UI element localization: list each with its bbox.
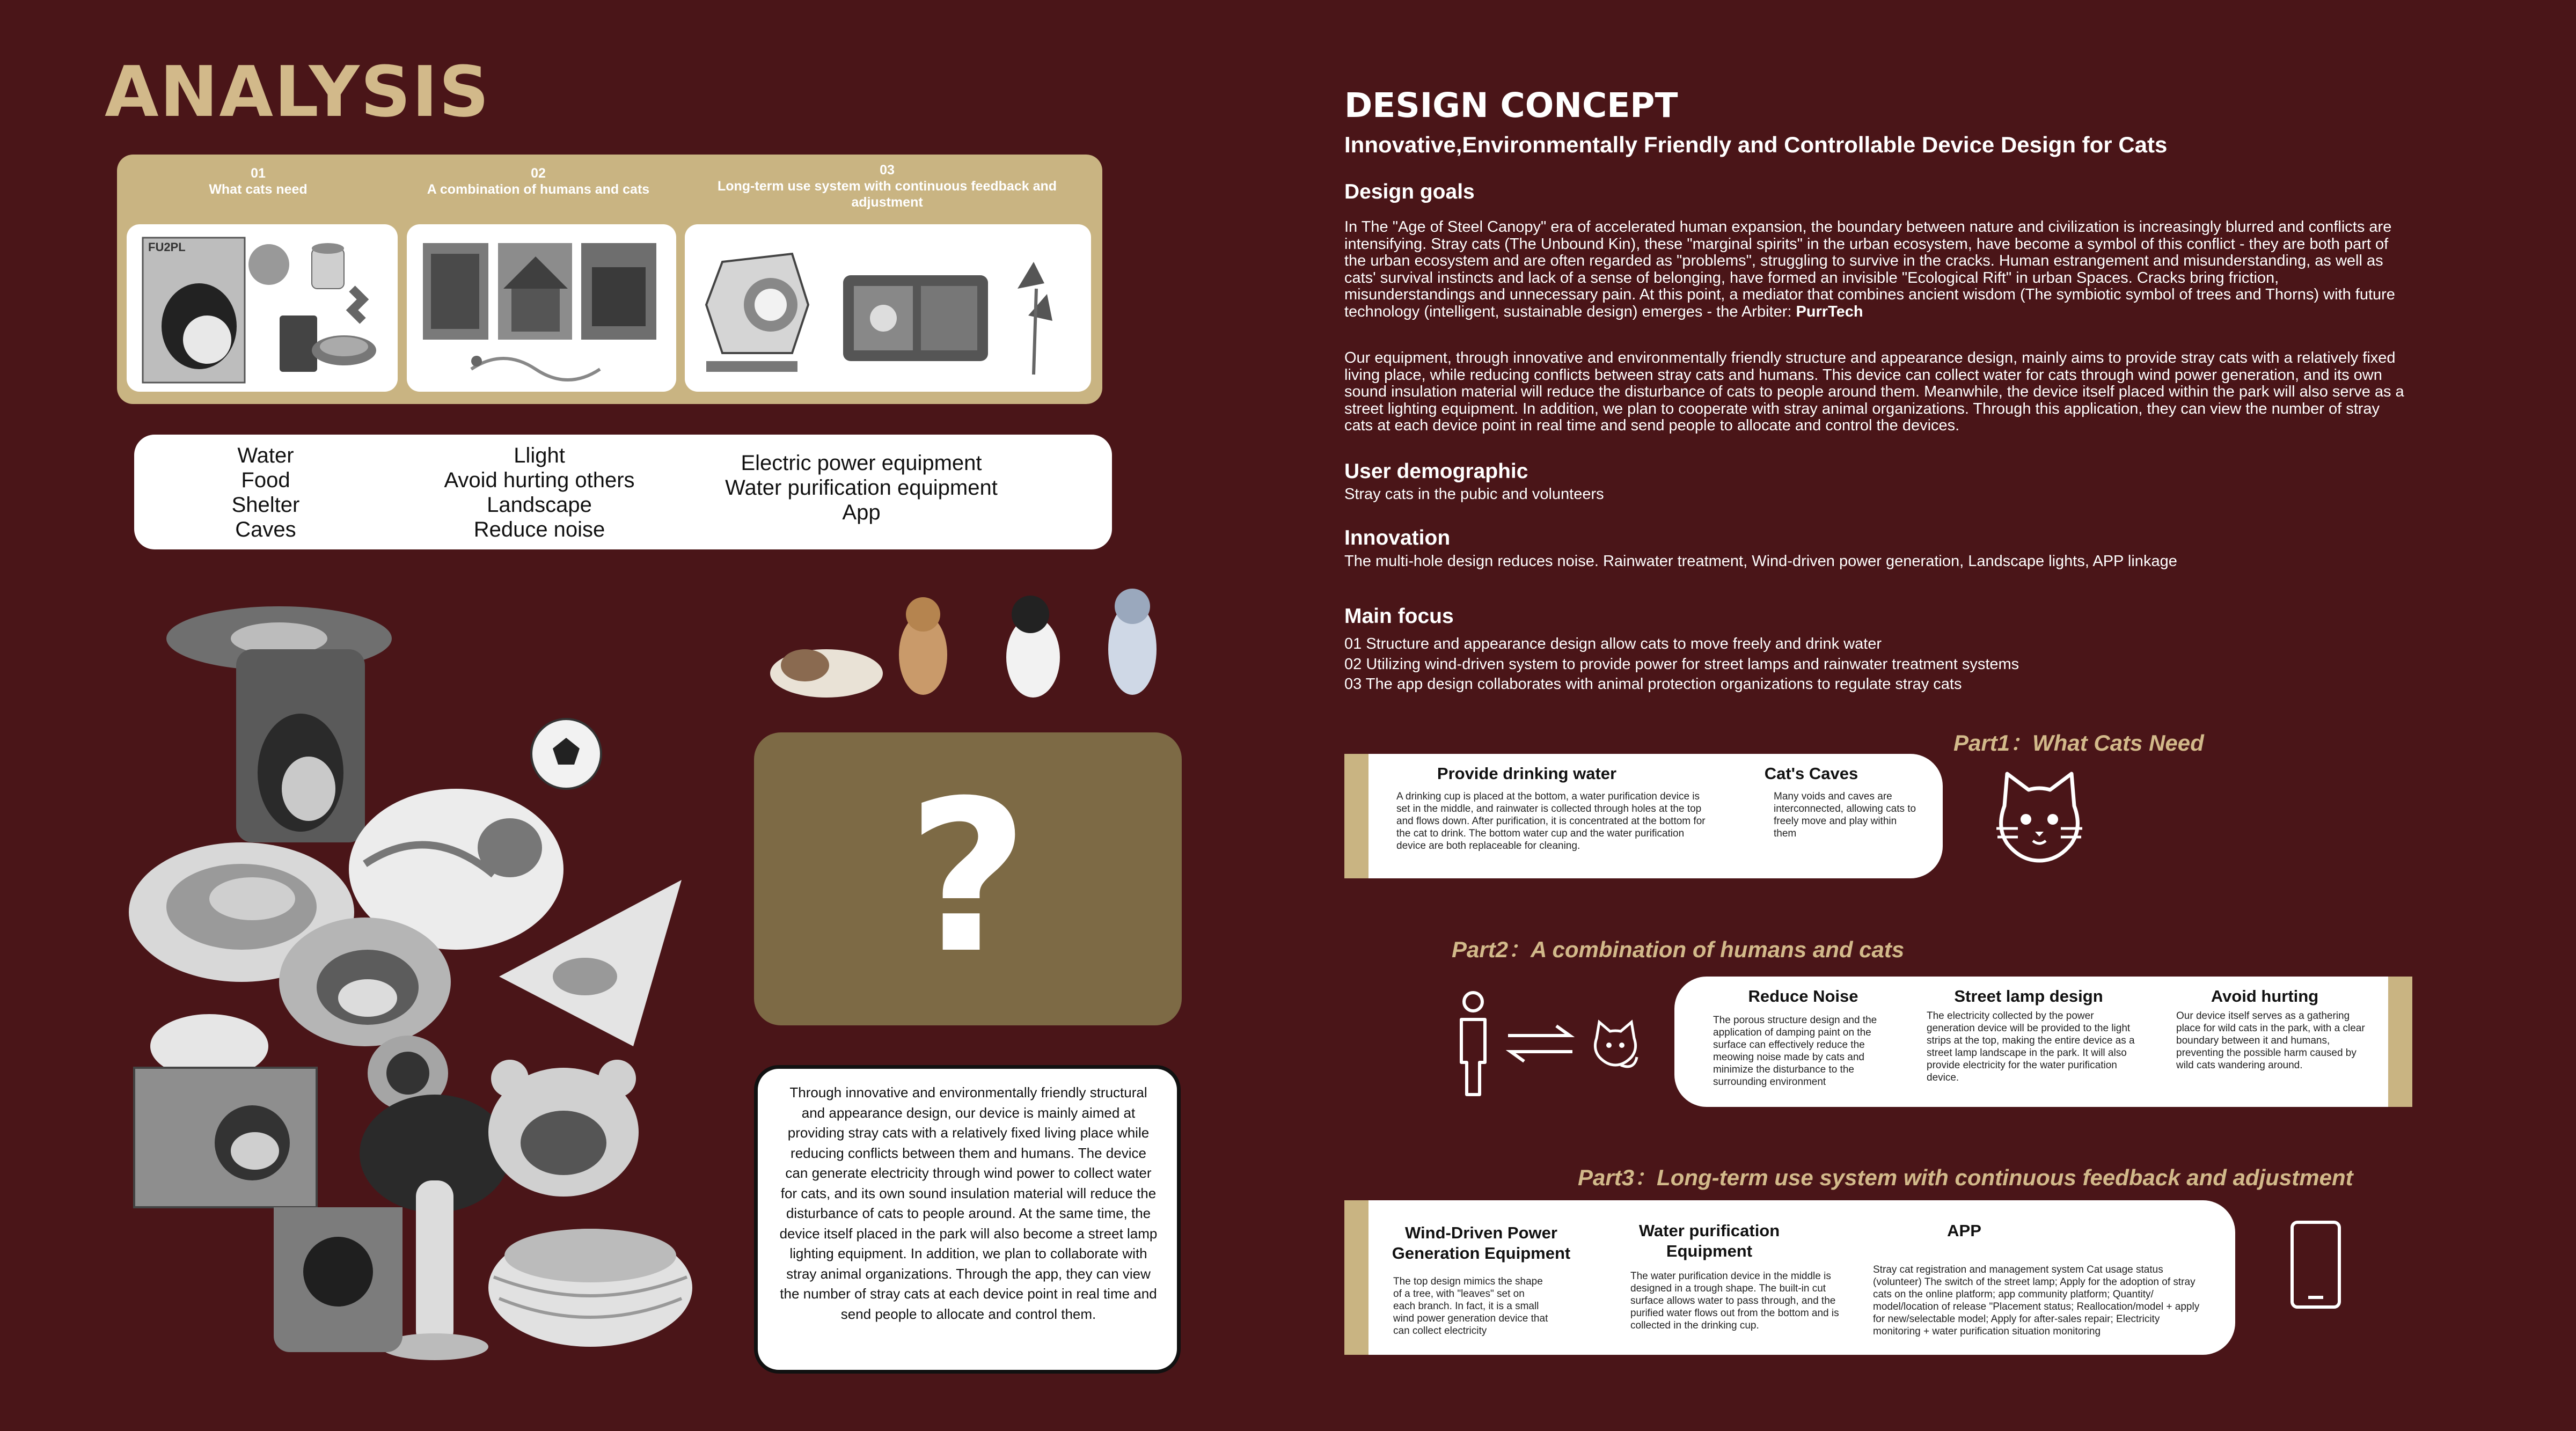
- innovation-heading: Innovation: [1344, 526, 1451, 549]
- cat-beds-collage: [123, 601, 724, 1374]
- innovation-text: The multi-hole design reduces noise. Rainwater treatment, Wind-driven power generation, Landscape lights, APP linkage: [1344, 553, 2177, 570]
- user-demographic-heading: User demographic: [1344, 460, 1528, 483]
- summary-column-2: Llight Avoid hurting others Landscape Reduce noise: [444, 444, 635, 541]
- summary-column-3: Electric power equipment Water purification equipment App: [725, 451, 998, 524]
- cat-face-icon: [1991, 768, 2088, 865]
- question-box: [754, 732, 1182, 1025]
- design-concept-title: DESIGN CONCEPT: [1344, 86, 1678, 125]
- part1-heading-1: Provide drinking water: [1437, 764, 1617, 783]
- column-head-2: 02 A combination of humans and cats: [427, 166, 650, 197]
- main-focus-list: [1344, 636, 2053, 693]
- needs-summary-box: [134, 435, 1112, 549]
- human-cat-photos: [407, 224, 676, 392]
- person-icon: [1452, 990, 1495, 1097]
- part1-text-2: Many voids and caves are interconnected, allowing cats to freely move and play within them: [1774, 791, 1916, 839]
- summary-column-1: Water Food Shelter Caves: [231, 444, 300, 541]
- question-mark: ?: [907, 755, 1029, 999]
- part2-heading-1: Reduce Noise: [1748, 987, 1858, 1006]
- phone-icon: [2289, 1219, 2343, 1310]
- focus-item-2: 02 Utilizing wind-driven system to provide power for street lamps and rainwater treatment systems: [1344, 655, 2019, 673]
- part2-title: Part2：A combination of humans and cats: [1452, 937, 1905, 962]
- part1-accent-bar: [1344, 754, 1368, 878]
- exchange-arrows-icon: [1503, 1022, 1578, 1065]
- design-goals-heading: Design goals: [1344, 180, 1475, 203]
- design-goals-paragraph-1: In The "Age of Steel Canopy" era of accelerated human expansion, the boundary between nature and civilization is increasingly blurred and conflicts are intensifying. Stray cats (The Unbound Kin), these "marginal spirits" in the urban ecosystem, have become a symbol of this conflict - they are both part of the urban ecosystem and are often regarded as "problems", struggling to survive in the cracks. Human estrangement and misunderstanding, as well as cats' survival instincts and lack of a sense of belonging, have formed an invisible "Ecological Rift" in urban Spaces. Cracks bring friction, misunderstandings and unnecessary pain. At this point, a mediator that combines ancient wisdom (The symbiotic symbol of trees and Thorns) with future technology (intelligent, sustainable design) emerges - the Arbiter: PurrTech: [1344, 218, 2395, 320]
- part2-text-1: The porous structure design and the application of damping paint on the surface can effectively reduce the meowing noise made by cats and minimize the disturbance to the surrounding environment: [1713, 1015, 1877, 1088]
- part3-heading-1: Wind-Driven Power Generation Equipment: [1392, 1223, 1571, 1263]
- cat-outline-icon: [1589, 1019, 1642, 1073]
- purrtech-name: PurrTech: [1796, 303, 1863, 320]
- part1-heading-2: Cat's Caves: [1764, 764, 1858, 783]
- part2-text-2: The electricity collected by the power generation device will be provided to the light strips at the top, making the entire device as a street lamp landscape in the park. It will also provide electricity for the water purification device.: [1927, 1010, 2135, 1083]
- part2-heading-3: Avoid hurting: [2211, 987, 2319, 1006]
- needs-panel: [117, 155, 1102, 404]
- column-head-3: 03 Long-term use system with continuous feedback and adjustment: [717, 163, 1057, 210]
- design-concept-subtitle: Innovative,Environmentally Friendly and Controllable Device Design for Cats: [1344, 132, 2168, 157]
- analysis-title: ANALYSIS: [105, 51, 491, 133]
- part3-accent-bar: [1344, 1200, 1368, 1355]
- part3-card: [1368, 1200, 2235, 1355]
- main-focus-heading: Main focus: [1344, 605, 1454, 628]
- design-goals-paragraph-2: Our equipment, through innovative and environmentally friendly structure and appearance design, mainly aims to provide stray cats with a relatively fixed living place, while reducing conflicts between stray cats and humans. This device can collect water for cats through wind power generation, and its own sound insulation material will reduce the disturbance of cats to people around them. Meanwhile, the device itself placed within the park will also serve as a street lighting equipment. In addition, we plan to cooperate with stray animal organizations. Through this application, they can view the number of stray cats at each device point in real time and send people to allocate and control the devices.: [1344, 349, 2404, 434]
- focus-item-1: 01 Structure and appearance design allow cats to move freely and drink water: [1344, 635, 1882, 652]
- part2-heading-2: Street lamp design: [1954, 987, 2103, 1006]
- box-label: FU2PL: [148, 240, 186, 254]
- part3-heading-3: APP: [1947, 1221, 1981, 1240]
- part1-title: Part1：What Cats Need: [1953, 730, 2204, 755]
- part3-heading-2: Water purification Equipment: [1638, 1221, 1780, 1260]
- device-sketches: [685, 224, 1091, 392]
- part3-text-3: Stray cat registration and management system Cat usage status (volunteer) The switch of the street lamp; Apply for the adoption of stray cats on the online platform; app community platform; Quantity/ model/location of release "Placement status; Reallocation/model + apply for new/selectable model; Apply for after-sales repair; Electricity monitoring + water purification situation monitoring: [1873, 1264, 2200, 1337]
- cats-photo-row: [767, 585, 1175, 703]
- part2-accent-bar: [2388, 977, 2412, 1107]
- user-demographic-text: Stray cats in the pubic and volunteers: [1344, 486, 1604, 503]
- part1-text-1: A drinking cup is placed at the bottom, a water purification device is set in the middle, and rainwater is collected through holes at the top and flows down. After purification, it is concentrated at the bottom for the cat to drink. The bottom water cup and the water purification device are both replaceable for cleaning.: [1396, 791, 1706, 852]
- part3-text-1: The top design mimics the shape of a tree, with "leaves" set on each branch. In fact, it is a small wind power generation device that can collect electricity: [1393, 1276, 1548, 1337]
- focus-item-3: 03 The app design collaborates with animal protection organizations to regulate stray cats: [1344, 676, 1962, 693]
- part2-card: [1674, 977, 2404, 1107]
- column-head-1: 01 What cats need: [209, 166, 308, 197]
- part3-text-2: The water purification device in the middle is designed in a trough shape. The built-in cut surface allows water to pass through, and the purified water flows out from the bottom and is collected in the drinking cup.: [1630, 1271, 1839, 1331]
- cat-supplies-image: [127, 224, 398, 392]
- device-description-box: [754, 1065, 1181, 1374]
- part1-card: [1368, 754, 1943, 878]
- device-description: Through innovative and environmentally friendly structural and appearance design, our device is mainly aimed at providing stray cats with a relatively fixed living place while reducing conflicts between them and humans. The device can generate electricity through wind power to collect water for cats, and its own sound insulation material will reduce the disturbance of cats to people around. At the same time, the device itself placed in the park will also become a street lamp lighting equipment. In addition, we plan to collaborate with stray animal organizations. Through the app, they can view the number of stray cats at each device point in real time and send people to allocate and control them.: [779, 1084, 1158, 1322]
- part2-text-3: Our device itself serves as a gathering place for wild cats in the park, with a clear boundary between it and humans, preventing the possible harm caused by wild cats wandering around.: [2176, 1010, 2365, 1071]
- part3-title: Part3：Long-term use system with continuous feedback and adjustment: [1578, 1165, 2353, 1190]
